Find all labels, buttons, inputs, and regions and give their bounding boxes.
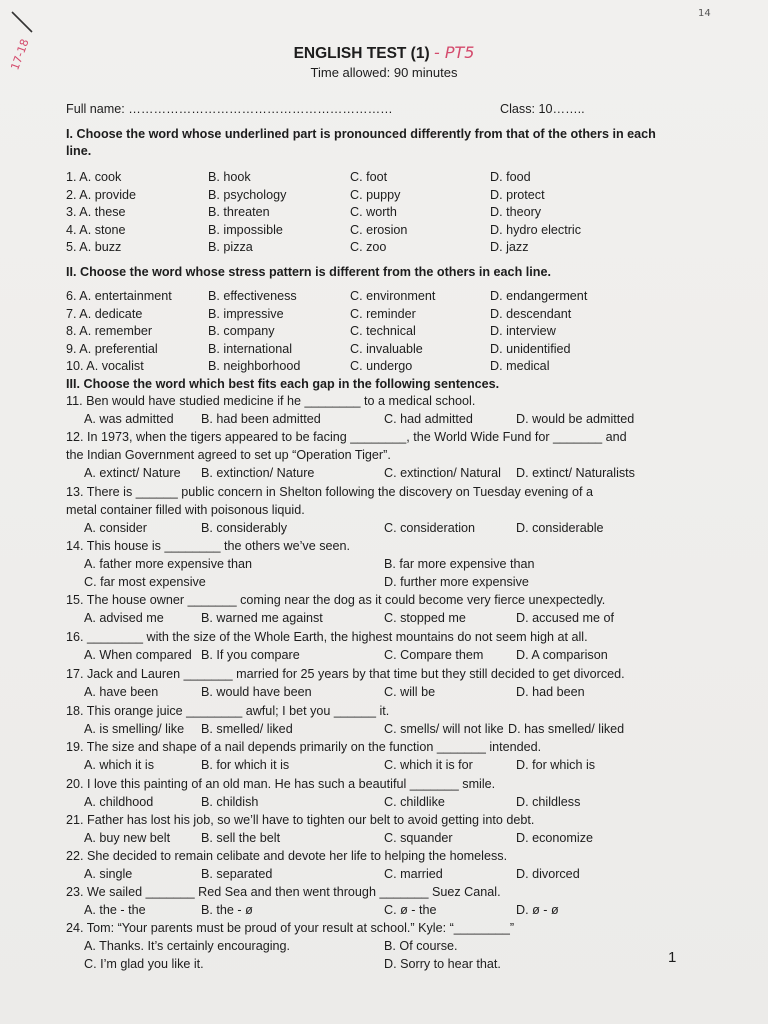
answer-option: B. far more expensive than — [384, 557, 535, 571]
question-stem: 12. In 1973, when the tigers appeared to be facing ________, the World Wide Fund for _______ and — [66, 430, 627, 444]
option-cell: D. medical — [490, 359, 550, 373]
full-name-field: Full name: ……………………………………………………… — [66, 102, 393, 116]
option-cell: 2. A. provide — [66, 187, 137, 202]
section-1-heading: I. Choose the word whose underlined part is pronounced differently from that of the others in each line. — [66, 127, 656, 158]
answer-option: B. would have been — [201, 685, 312, 699]
answer-option: A. the - the — [84, 903, 146, 917]
answer-option: A. father more expensive than — [84, 557, 253, 571]
answer-option: D. for which is — [516, 758, 596, 772]
question-stem: 17. Jack and Lauren _______ married for 25 years by that time but they still decided to get divorced. — [66, 667, 625, 681]
option-cell: 5. A. buzz — [66, 240, 122, 254]
option-cell: B. hook — [208, 170, 251, 184]
answer-option: C. I’m glad you like it. — [84, 957, 204, 971]
section-3-heading: III. Choose the word which best fits each gap in the following sentences. — [66, 377, 500, 391]
answer-option: A. single — [84, 867, 133, 881]
option-cell: D. protect — [490, 187, 545, 202]
option-cell: 4. A. stone — [66, 222, 126, 237]
answer-option: C. ø - the — [384, 903, 437, 917]
question-stem: 11. Ben would have studied medicine if he ________ to a medical school. — [66, 394, 476, 408]
margin-note: 17-18 — [8, 37, 32, 72]
answer-option: C. childlike — [384, 795, 445, 809]
option-cell: B. threaten — [208, 205, 270, 219]
option-cell: 3. A. these — [66, 205, 126, 219]
option-cell: C. reminder — [350, 306, 416, 321]
answer-option: C. which it is for — [384, 758, 473, 772]
option-cell: C. environment — [350, 289, 436, 303]
option-cell: D. jazz — [490, 240, 529, 254]
answer-option: D. A comparison — [516, 648, 608, 662]
answer-option: D. would be admitted — [516, 412, 635, 426]
answer-option: D. has smelled/ liked — [508, 722, 625, 736]
answer-option: A. is smelling/ like — [84, 722, 185, 736]
answer-option: D. had been — [516, 685, 585, 699]
answer-option: D. extinct/ Naturalists — [516, 466, 635, 480]
option-cell: D. food — [490, 170, 531, 184]
answer-option: B. smelled/ liked — [201, 722, 293, 736]
answer-option: A. consider — [84, 521, 147, 535]
question-stem: 19. The size and shape of a nail depends primarily on the function _______ intended. — [66, 740, 542, 754]
question-stem: 13. There is ______ public concern in Shelton following the discovery on Tuesday evening of a — [66, 485, 593, 499]
option-cell: D. endangerment — [490, 289, 588, 303]
question-stem: 21. Father has lost his job, so we’ll have to tighten our belt to avoid getting into debt. — [66, 813, 535, 827]
option-cell: D. unidentified — [490, 341, 571, 356]
answer-option: C. will be — [384, 685, 436, 699]
option-cell: D. theory — [490, 205, 542, 219]
answer-option: D. economize — [516, 831, 593, 845]
question-stem: 16. ________ with the size of the Whole Earth, the highest mountains do not seem high at all. — [66, 630, 588, 644]
answer-option: A. advised me — [84, 611, 164, 625]
answer-option: B. If you compare — [201, 648, 300, 662]
option-cell: C. erosion — [350, 222, 408, 237]
answer-option: A. which it is — [84, 758, 154, 772]
answer-option: D. Sorry to hear that. — [384, 957, 501, 971]
answer-option: A. was admitted — [84, 412, 174, 426]
answer-option: D. childless — [516, 795, 581, 809]
answer-option: D. accused me of — [516, 611, 614, 625]
option-cell: B. impossible — [208, 222, 283, 237]
pen-stroke-mark — [8, 8, 38, 38]
answer-option: A. buy new belt — [84, 831, 171, 845]
page-number: 1 — [668, 949, 677, 966]
answer-option: D. further more expensive — [384, 575, 529, 589]
answer-option: B. separated — [201, 867, 273, 881]
question-stem-continued: metal container filled with poisonous liquid. — [66, 503, 305, 517]
option-cell: B. psychology — [208, 187, 287, 202]
option-cell: B. international — [208, 341, 293, 356]
answer-option: B. the - ø — [201, 903, 253, 917]
option-cell: B. pizza — [208, 240, 253, 254]
question-stem: 20. I love this painting of an old man. He has such a beautiful _______ smile. — [66, 777, 496, 791]
show-through-texture — [60, 30, 760, 970]
answer-option: C. had admitted — [384, 412, 473, 426]
answer-option: B. for which it is — [201, 758, 290, 772]
option-cell: 8. A. remember — [66, 324, 153, 338]
answer-option: A. extinct/ Nature — [84, 466, 181, 480]
corner-note: 14 — [698, 8, 711, 19]
option-cell: D. hydro electric — [490, 222, 581, 237]
answer-option: A. When compared — [84, 648, 192, 662]
option-cell: D. descendant — [490, 306, 572, 321]
answer-option: A. childhood — [84, 795, 154, 809]
question-stem: 22. She decided to remain celibate and devote her life to helping the homeless. — [66, 849, 508, 863]
answer-option: C. consideration — [384, 521, 476, 535]
answer-option: A. Thanks. It’s certainly encouraging. — [84, 939, 291, 953]
time-allowed: Time allowed: 90 minutes — [310, 65, 458, 80]
question-stem: 14. This house is ________ the others we’ve seen. — [66, 539, 351, 553]
handwritten-title-note: - PT5 — [433, 43, 475, 62]
option-cell: C. invaluable — [350, 341, 423, 356]
option-cell: 6. A. entertainment — [66, 289, 172, 303]
answer-option: C. stopped me — [384, 611, 466, 625]
answer-option: B. extinction/ Nature — [201, 466, 315, 480]
question-stem-continued: the Indian Government agreed to set up “Operation Tiger”. — [66, 448, 391, 462]
option-cell: C. zoo — [350, 240, 387, 254]
answer-option: D. divorced — [516, 867, 580, 881]
answer-option: D. ø - ø — [516, 903, 559, 917]
question-stem: 23. We sailed _______ Red Sea and then went through _______ Suez Canal. — [66, 885, 501, 899]
answer-option: D. considerable — [516, 521, 604, 535]
option-cell: 9. A. preferential — [66, 341, 158, 356]
class-field: Class: 10…….. — [500, 102, 585, 116]
option-cell: 7. A. dedicate — [66, 306, 143, 321]
option-cell: 10. A. vocalist — [66, 359, 144, 373]
answer-option: B. childish — [201, 795, 259, 809]
option-cell: 1. A. cook — [66, 170, 122, 184]
option-cell: C. worth — [350, 205, 397, 219]
option-cell: D. interview — [490, 324, 556, 338]
answer-option: B. Of course. — [384, 939, 458, 953]
option-cell: B. neighborhood — [208, 359, 301, 373]
option-cell: C. undergo — [350, 359, 413, 373]
title-text: ENGLISH TEST (1) — [293, 45, 430, 62]
option-cell: C. foot — [350, 170, 388, 184]
answer-option: C. Compare them — [384, 648, 484, 662]
test-title — [0, 43, 768, 63]
answer-option: B. considerably — [201, 521, 288, 535]
option-cell: B. company — [208, 324, 275, 338]
question-stem: 24. Tom: “Your parents must be proud of your result at school.” Kyle: “________” — [66, 921, 515, 935]
question-stem: 18. This orange juice ________ awful; I bet you ______ it. — [66, 704, 390, 718]
option-cell: B. impressive — [208, 306, 284, 321]
section-2-heading: II. Choose the word whose stress pattern is different from the others in each line. — [66, 265, 551, 279]
answer-option: B. warned me against — [201, 611, 323, 625]
answer-option: C. smells/ will not like — [384, 722, 504, 736]
option-cell: C. puppy — [350, 187, 401, 202]
answer-option: C. married — [384, 867, 443, 881]
option-cell: B. effectiveness — [208, 289, 297, 303]
answer-option: A. have been — [84, 685, 159, 699]
answer-option: C. squander — [384, 831, 453, 845]
option-cell: C. technical — [350, 324, 416, 338]
answer-option: B. sell the belt — [201, 831, 281, 845]
answer-option: B. had been admitted — [201, 412, 321, 426]
answer-option: C. far most expensive — [84, 575, 206, 589]
question-stem: 15. The house owner _______ coming near the dog as it could become very fierce unexpectedly. — [66, 593, 606, 607]
answer-option: C. extinction/ Natural — [384, 466, 501, 480]
